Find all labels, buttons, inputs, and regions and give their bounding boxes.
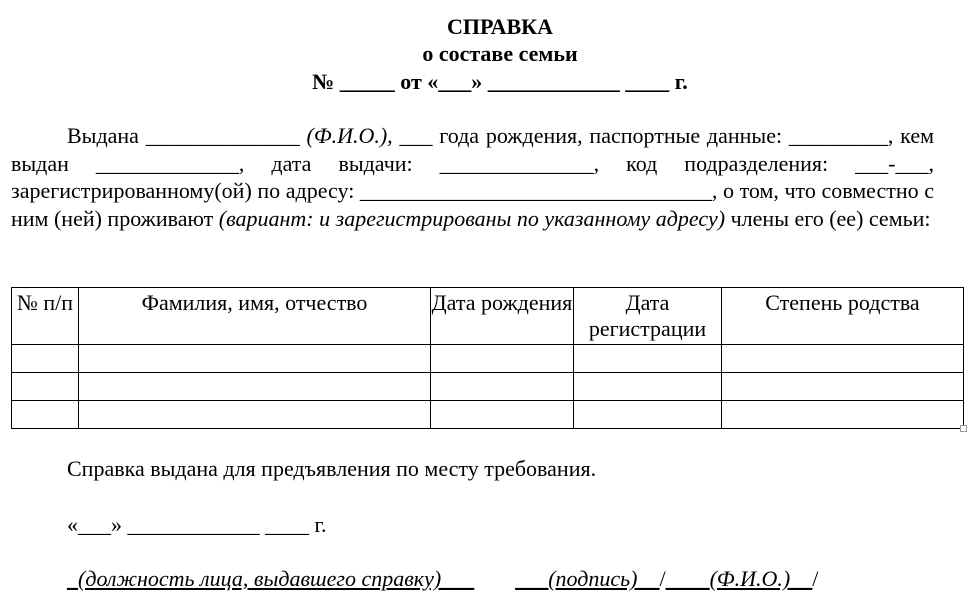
table-resize-handle[interactable] [960, 425, 967, 432]
variant-hint: (вариант: и зарегистрированы по указанному адресу) [218, 205, 726, 231]
table-cell[interactable] [12, 345, 79, 373]
fio-hint: (Ф.И.О.), [306, 123, 393, 148]
signature-field: ___(подпись)__ [515, 566, 660, 591]
table-cell[interactable] [431, 373, 574, 401]
body-lead-text: Выдана ______________ [67, 123, 300, 148]
table-row [12, 401, 964, 429]
signature-separator: / [812, 566, 819, 591]
table-header-row [12, 288, 964, 345]
column-header-number: № п/п [12, 288, 79, 345]
document-title: СПРАВКА [446, 14, 554, 39]
table-cell[interactable] [431, 401, 574, 429]
table-cell[interactable] [79, 401, 431, 429]
column-header-registration-date: Дата регистрации [574, 288, 722, 345]
issuer-position-field: _(должность лица, выдавшего справку)___ [67, 566, 475, 591]
column-header-birth-date: Дата рождения [431, 288, 574, 345]
certificate-number-line: № _____ от «___» ____________ ____ г. [312, 69, 688, 94]
issuer-fio-field: ____(Ф.И.О.)__ [665, 566, 813, 591]
body-main-text: ___ года рождения, паспортные данные: _________, кем выдан _____________, дата выдачи: ______________, код подразделения: ___-___, зарегистрированному(ой) по адресу: ________________________________, о том, что совместно с ним (ней) проживают [11, 123, 934, 231]
signature-separator: / [659, 566, 666, 591]
table-cell[interactable] [574, 401, 722, 429]
purpose-statement: Справка выдана для предъявления по месту требования. [67, 456, 597, 481]
table-cell[interactable] [79, 345, 431, 373]
certificate-body-paragraph [11, 122, 934, 232]
column-header-fullname: Фамилия, имя, отчество [79, 288, 431, 345]
table-cell[interactable] [12, 401, 79, 429]
table-cell[interactable] [722, 373, 964, 401]
table-cell[interactable] [722, 345, 964, 373]
table-cell[interactable] [431, 345, 574, 373]
table-cell[interactable] [79, 373, 431, 401]
column-header-relationship: Степень родства [722, 288, 964, 345]
family-members-table [11, 287, 964, 429]
table-row [12, 345, 964, 373]
table-cell[interactable] [722, 401, 964, 429]
issue-date-line: «___» ____________ ____ г. [67, 512, 327, 537]
table-row [12, 373, 964, 401]
table-cell[interactable] [574, 345, 722, 373]
body-tail-text: члены его (ее) семьи: [725, 205, 931, 231]
table-cell[interactable] [574, 373, 722, 401]
table-cell[interactable] [12, 373, 79, 401]
document-subtitle: о составе семьи [422, 41, 578, 66]
signature-line [67, 566, 818, 592]
